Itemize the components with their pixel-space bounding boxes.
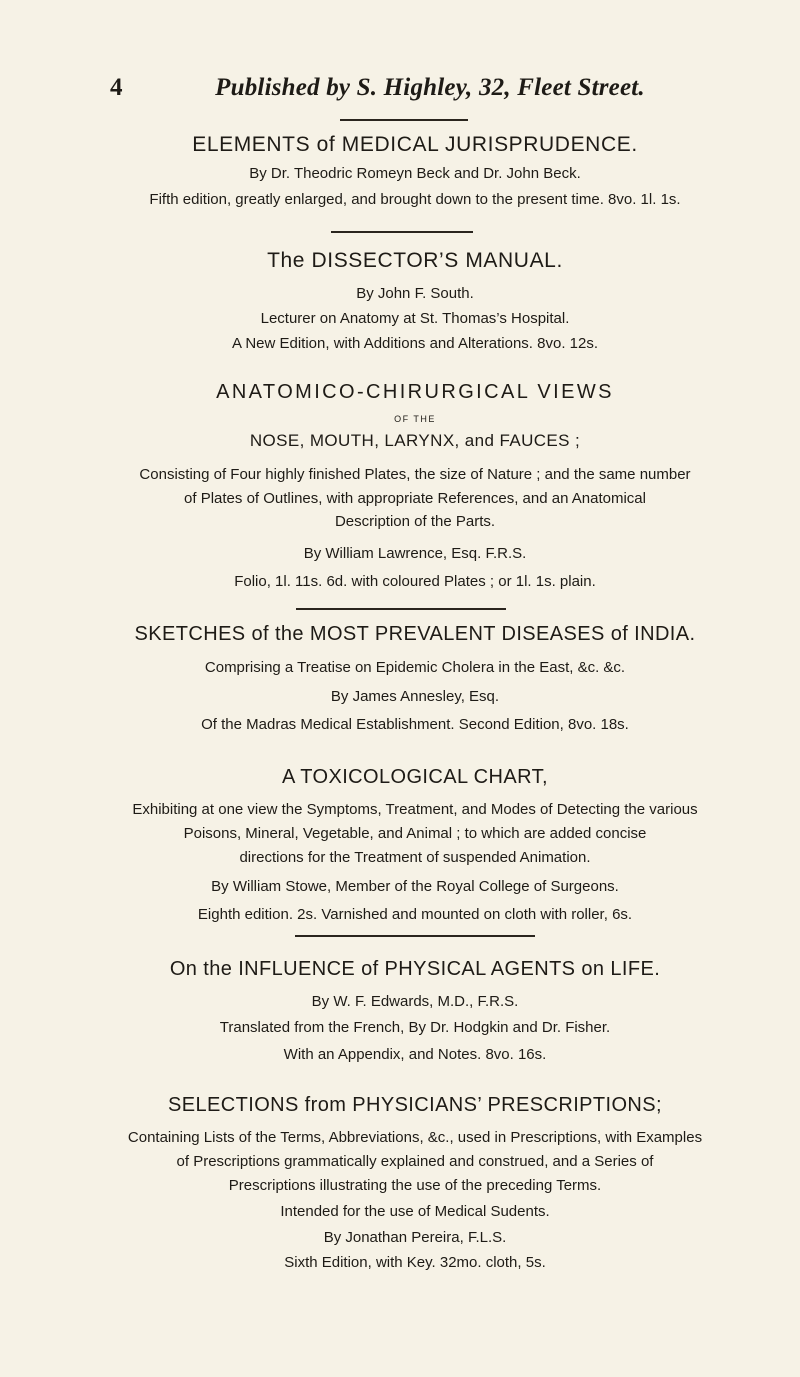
- entry-description: Consisting of Four highly finished Plates, the size of Nature ; and the same number: [139, 466, 691, 483]
- running-head: Published by S. Highley, 32, Fleet Street.: [215, 74, 645, 101]
- entry-title: On the INFLUENCE of PHYSICAL AGENTS on LIFE.: [169, 958, 661, 980]
- entry-description: Prescriptions illustrating the use of the preceding Terms.: [228, 1177, 602, 1194]
- entry-author: By Dr. Theodric Romeyn Beck and Dr. John Beck.: [249, 165, 581, 182]
- entry-detail: Of the Madras Medical Establishment. Second Edition, 8vo. 18s.: [201, 716, 629, 733]
- entry-detail: Intended for the use of Medical Sudents.: [280, 1203, 550, 1220]
- entry-description: Description of the Parts.: [334, 513, 496, 530]
- entry-title: ELEMENTS of MEDICAL JURISPRUDENCE.: [192, 133, 638, 156]
- section-divider: [296, 608, 506, 610]
- entry-title: SELECTIONS from PHYSICIANS’ PRESCRIPTIONS;: [168, 1094, 662, 1116]
- entry-detail: With an Appendix, and Notes. 8vo. 16s.: [283, 1046, 547, 1063]
- entry-detail: Sixth Edition, with Key. 32mo. cloth, 5s.: [284, 1254, 546, 1271]
- entry-author: By William Lawrence, Esq. F.R.S.: [303, 545, 527, 562]
- entry-description: Containing Lists of the Terms, Abbreviations, &c., used in Prescriptions, with Examples: [127, 1129, 703, 1146]
- entry-description: directions for the Treatment of suspended Animation.: [239, 849, 591, 866]
- entry-title: The DISSECTOR’S MANUAL.: [267, 249, 563, 272]
- entry-description: Poisons, Mineral, Vegetable, and Animal ; to which are added concise: [183, 825, 647, 842]
- entry-author: By John F. South.: [356, 285, 474, 302]
- page-header: [0, 74, 800, 114]
- page-number: 4: [110, 74, 123, 101]
- section-divider: [340, 119, 468, 121]
- entry-detail: Fifth edition, greatly enlarged, and brought down to the present time. 8vo. 1l. 1s.: [149, 191, 681, 208]
- entry-description: Comprising a Treatise on Epidemic Cholera in the East, &c. &c.: [204, 659, 626, 676]
- entry-title: A TOXICOLOGICAL CHART,: [282, 766, 548, 788]
- entry-detail: A New Edition, with Additions and Alterations. 8vo. 12s.: [231, 335, 599, 352]
- entry-detail: Eighth edition. 2s. Varnished and mounted on cloth with roller, 6s.: [197, 906, 633, 923]
- entry-description: of Prescriptions grammatically explained and construed, and a Series of: [176, 1153, 654, 1170]
- entry-author: By James Annesley, Esq.: [330, 688, 500, 705]
- section-divider: [331, 231, 473, 233]
- entry-connector: OF THE: [394, 414, 436, 424]
- entry-description: Exhibiting at one view the Symptoms, Treatment, and Modes of Detecting the various: [132, 801, 698, 818]
- entry-detail: Folio, 1l. 11s. 6d. with coloured Plates ; or 1l. 1s. plain.: [234, 573, 596, 590]
- entry-subtitle: NOSE, MOUTH, LARYNX, and FAUCES ;: [249, 431, 581, 450]
- entry-author: By William Stowe, Member of the Royal College of Surgeons.: [211, 878, 619, 895]
- entry-detail: Lecturer on Anatomy at St. Thomas’s Hospital.: [260, 310, 570, 327]
- entry-author: By W. F. Edwards, M.D., F.R.S.: [311, 993, 519, 1010]
- entry-description: of Plates of Outlines, with appropriate References, and an Anatomical: [184, 490, 646, 507]
- entry-title: SKETCHES of the MOST PREVALENT DISEASES of INDIA.: [134, 623, 696, 645]
- entry-detail: Translated from the French, By Dr. Hodgkin and Dr. Fisher.: [219, 1019, 611, 1036]
- section-divider: [295, 935, 535, 937]
- entry-author: By Jonathan Pereira, F.L.S.: [323, 1229, 507, 1246]
- entry-title: ANATOMICO-CHIRURGICAL VIEWS: [216, 381, 614, 403]
